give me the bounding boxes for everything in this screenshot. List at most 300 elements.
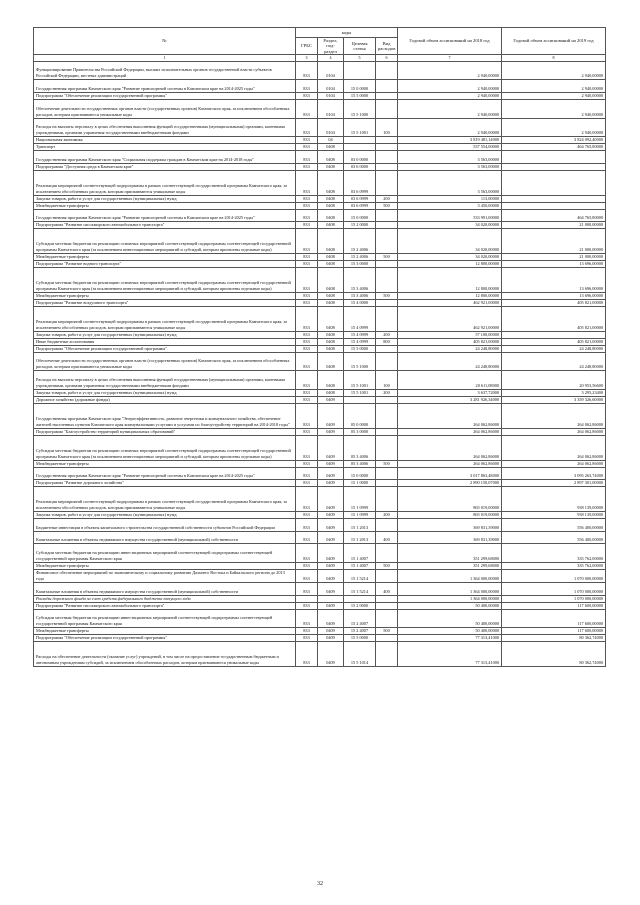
index-row: 1 3 4 5 6 7 8 [34, 55, 606, 62]
cell-b: 3 095 263,74000 [502, 467, 606, 480]
cell-s: 0104 [318, 92, 344, 99]
cell-b: 1 070 000,00000 [502, 595, 606, 602]
cell-s: 0104 [318, 80, 344, 93]
cell-b: 264 062,86000 [502, 460, 606, 467]
cell-s: 0409 [318, 512, 344, 519]
table-row [34, 202, 606, 209]
cell-b: 80 362,74000 [502, 642, 606, 667]
table-row [34, 397, 606, 404]
cell-g: 833 [296, 371, 318, 390]
cell-a: 2 890 150,07000 [398, 480, 502, 487]
cell-b: 24 248,80000 [502, 345, 606, 352]
cell-s: 0409 [318, 404, 344, 429]
cell-v: 500 [376, 254, 398, 261]
cell-g: 833 [296, 512, 318, 519]
table-row [34, 428, 606, 435]
table-row [34, 209, 606, 222]
cell-n: Обеспечение деятельности государственных органов власти (государственных органов) Камчатского края, за исключением обособленных расходов, которым присваиваются уникальные коды [34, 352, 296, 371]
cell-t: 15 1 2013 [344, 531, 376, 544]
cell-s: 0408 [318, 371, 344, 390]
cell-b: 80 362,74000 [502, 635, 606, 642]
cell-g: 833 [296, 397, 318, 404]
cell-v [376, 209, 398, 222]
cell-s: 0408 [318, 345, 344, 352]
cell-g: 833 [296, 628, 318, 635]
cell-a: 24 248,80000 [398, 352, 502, 371]
cell-n: Субсидии местным бюджетам на реализацию инвестиционных мероприятий соответствующей подпрограммы соответствующей государственной программы Камчатского края [34, 609, 296, 628]
col-header-no: № [34, 28, 296, 55]
cell-v: 500 [376, 202, 398, 209]
cell-a: 1 364 000,00000 [398, 595, 502, 602]
cell-t: 05 3 0000 [344, 428, 376, 435]
cell-g: 833 [296, 480, 318, 487]
cell-t: 05 3 4006 [344, 460, 376, 467]
cell-n: Иные бюджетные ассигнования [34, 338, 296, 345]
table-row [34, 371, 606, 390]
cell-b: 3 295,23400 [502, 390, 606, 397]
cell-g: 833 [296, 195, 318, 202]
cell-n: Реализация мероприятий соответствующей подпрограммы в рамках соответствующей государственной программы Камчатского края, за исключением обособленных расходов, которым присваиваются уникальные коды [34, 487, 296, 512]
table-row [34, 118, 606, 137]
cell-n: Дорожное хозяйство (дорожные фонды) [34, 397, 296, 404]
cell-s: 0408 [318, 254, 344, 261]
table-row [34, 569, 606, 582]
cell-a: 264 062,86000 [398, 435, 502, 460]
cell-g: 833 [296, 202, 318, 209]
cell-v: 200 [376, 512, 398, 519]
col-header-codes: коды [296, 28, 398, 38]
cell-s: 0409 [318, 602, 344, 609]
cell-s: 0409 [318, 583, 344, 596]
cell-v [376, 151, 398, 164]
cell-n: Субсидии местным бюджетам на реализацию основных мероприятий соответствующей подпрограммы соответствующей государственной программы Камчатского края (за исключением инвестиционных мероприятий и субсидий, которым присвоены отдельные коды) [34, 229, 296, 254]
cell-s: 0408 [318, 209, 344, 222]
cell-n: Расходы дорожного фонда за счет средств федерального бюджета текущего года [34, 595, 296, 602]
table-row [34, 261, 606, 268]
cell-a: 369 831,39000 [398, 519, 502, 532]
cell-n: Межбюджетные трансферты [34, 628, 296, 635]
cell-v [376, 480, 398, 487]
cell-g: 833 [296, 100, 318, 119]
cell-g: 833 [296, 467, 318, 480]
cell-g: 833 [296, 609, 318, 628]
cell-s: 0409 [318, 628, 344, 635]
cell-v [376, 397, 398, 404]
cell-v: 200 [376, 331, 398, 338]
cell-v [376, 144, 398, 151]
cell-n: Межбюджетные трансферты [34, 292, 296, 299]
table-row [34, 163, 606, 170]
cell-s: 0408 [318, 307, 344, 332]
cell-g: 833 [296, 544, 318, 563]
cell-v [376, 544, 398, 563]
cell-n: Обеспечение деятельности государственных органов власти (государственных органов) Камчатского края, за исключением обособленных расходов, которым присваиваются уникальные коды [34, 100, 296, 119]
col-header-target: Целевая статья [344, 38, 376, 55]
cell-n: Закупка товаров, работ и услуг для государственных (муниципальных) нужд [34, 195, 296, 202]
cell-g: 833 [296, 307, 318, 332]
cell-v: 400 [376, 583, 398, 596]
cell-s: 0408 [318, 390, 344, 397]
table-row [34, 100, 606, 119]
cell-b: 117 600,00000 [502, 628, 606, 635]
cell-b: 1 070 000,00000 [502, 583, 606, 596]
cell-n: Подпрограмма "Благоустройство территорий муниципальных образований" [34, 428, 296, 435]
cell-b: 264 062,86000 [502, 428, 606, 435]
cell-v [376, 487, 398, 512]
cell-a: 462 921,00000 [398, 299, 502, 306]
cell-b: 264 062,86000 [502, 404, 606, 429]
budget-table [33, 27, 606, 667]
cell-n: Реализация мероприятий соответствующей подпрограммы в рамках соответствующей государственной программы Камчатского края, за исключением обособленных расходов, которым присваиваются уникальные коды [34, 171, 296, 196]
cell-g: 833 [296, 338, 318, 345]
cell-s: 0409 [318, 428, 344, 435]
table-row [34, 562, 606, 569]
cell-a: 2 940,00000 [398, 80, 502, 93]
cell-g: 833 [296, 268, 318, 293]
cell-v: 200 [376, 390, 398, 397]
cell-g: 833 [296, 404, 318, 429]
cell-t: 15 1 2013 [344, 519, 376, 532]
cell-t: 15 5 1000 [344, 100, 376, 119]
table-row [34, 460, 606, 467]
cell-s: 0409 [318, 460, 344, 467]
cell-n: Подпрограмма "Развитие дорожного хозяйства" [34, 480, 296, 487]
cell-b: 556 400,00000 [502, 519, 606, 532]
cell-v [376, 137, 398, 144]
table-row [34, 268, 606, 293]
cell-b: 938 139,00000 [502, 487, 606, 512]
cell-v: 500 [376, 460, 398, 467]
cell-b: 13 696,00000 [502, 261, 606, 268]
cell-n: Капитальные вложения в объекты недвижимого имущества государственной (муниципальной) собственности [34, 531, 296, 544]
cell-b [502, 195, 606, 202]
cell-n: Подпрограмма "Обеспечение реализации государственной программы" [34, 635, 296, 642]
cell-b: 3 359 326,60000 [502, 397, 606, 404]
cell-b: 13 696,00000 [502, 268, 606, 293]
cell-a: 2 940,00000 [398, 92, 502, 99]
cell-t: 15 5 1001 [344, 390, 376, 397]
cell-a: 3 281 926,34000 [398, 397, 502, 404]
cell-s: 0409 [318, 480, 344, 487]
cell-v [376, 602, 398, 609]
cell-a: 34 020,00000 [398, 222, 502, 229]
cell-s: 0408 [318, 171, 344, 196]
cell-b: 464 765,80000 [502, 144, 606, 151]
cell-s: 04 [318, 137, 344, 144]
cell-v [376, 569, 398, 582]
cell-b: 2 940,00000 [502, 118, 606, 137]
cell-t [344, 595, 376, 602]
cell-s: 0408 [318, 195, 344, 202]
cell-t: 15 2 4007 [344, 609, 376, 628]
cell-t: 15 3 0000 [344, 261, 376, 268]
cell-v [376, 261, 398, 268]
cell-v [376, 80, 398, 93]
cell-g: 833 [296, 299, 318, 306]
cell-s: 0408 [318, 163, 344, 170]
cell-n: Расходы на выплаты персоналу в целях обеспечения выполнения функций государственными (муниципальными) органами, казенными учреждениями, органами управления государственными внебюджетными фондами [34, 371, 296, 390]
cell-t: 15 1 5214 [344, 569, 376, 582]
cell-n: Подпрограмма "Развитие пассажирского автомобильного транспорта" [34, 602, 296, 609]
cell-t: 15 0 0000 [344, 209, 376, 222]
cell-a: 50 400,00000 [398, 602, 502, 609]
cell-t: 15 5 0000 [344, 92, 376, 99]
cell-s: 0409 [318, 531, 344, 544]
cell-a: 2 940,00000 [398, 100, 502, 119]
cell-n: Подпрограмма "Обеспечение реализации государственной программы" [34, 92, 296, 99]
cell-s: 0408 [318, 151, 344, 164]
cell-n: Функционирование Правительства Российской Федерации, высших исполнительных органов государственной власти субъектов Российской Федерации, местных администраций [34, 61, 296, 80]
cell-v [376, 229, 398, 254]
cell-b: 2 897 301,00000 [502, 480, 606, 487]
cell-n: Субсидии местным бюджетам на реализацию основных мероприятий соответствующей подпрограммы соответствующей государственной программы Камчатского края (за исключением инвестиционных мероприятий и субсидий, которым присвоены отдельные коды) [34, 268, 296, 293]
table-row [34, 345, 606, 352]
cell-g: 833 [296, 80, 318, 93]
cell-s [318, 595, 344, 602]
cell-g: 833 [296, 144, 318, 151]
table-row [34, 487, 606, 512]
cell-v [376, 171, 398, 196]
cell-v: 500 [376, 292, 398, 299]
cell-t: 15 5 1001 [344, 118, 376, 137]
cell-s: 0104 [318, 100, 344, 119]
cell-s: 0408 [318, 352, 344, 371]
cell-b: 117 600,00000 [502, 609, 606, 628]
cell-a: 34 020,00000 [398, 229, 502, 254]
cell-a: 12 800,00000 [398, 268, 502, 293]
cell-a: 3 563,00000 [398, 171, 502, 196]
cell-t: 15 2 0000 [344, 222, 376, 229]
cell-g: 833 [296, 331, 318, 338]
cell-t: 15 0 0000 [344, 80, 376, 93]
cell-a: 50 400,00000 [398, 628, 502, 635]
cell-n: Капитальные вложения в объекты недвижимого имущества государственной (муниципальной) собственности [34, 583, 296, 596]
cell-g [296, 595, 318, 602]
cell-n: Реализация мероприятий соответствующей подпрограммы в рамках соответствующей государственной программы Камчатского края, за исключением обособленных расходов, которым присваиваются уникальные коды [34, 307, 296, 332]
cell-s: 0408 [318, 202, 344, 209]
cell-a: 12 800,00000 [398, 261, 502, 268]
table-row [34, 195, 606, 202]
cell-b: 464 765,80000 [502, 209, 606, 222]
cell-t: 03 0 0000 [344, 151, 376, 164]
cell-g: 833 [296, 642, 318, 667]
cell-v [376, 404, 398, 429]
col-header-2018: Годовой объем ассигнований на 2018 год [398, 28, 502, 55]
cell-t: 15 5 0000 [344, 635, 376, 642]
cell-g: 833 [296, 292, 318, 299]
table-row [34, 480, 606, 487]
cell-n: Государственная программа Камчатского края "Развитие транспортной системы в Камчатском крае на 2014-2025 годы" [34, 80, 296, 93]
table-row [34, 137, 606, 144]
cell-v [376, 307, 398, 332]
cell-v [376, 635, 398, 642]
cell-v [376, 467, 398, 480]
cell-a: 77 313,41000 [398, 635, 502, 642]
cell-a: 462 921,00000 [398, 307, 502, 332]
cell-b [502, 171, 606, 196]
table-row [34, 292, 606, 299]
cell-s: 0408 [318, 292, 344, 299]
cell-a: 12 800,00000 [398, 292, 502, 299]
cell-b: 21 000,00000 [502, 254, 606, 261]
cell-v [376, 100, 398, 119]
cell-v [376, 352, 398, 371]
cell-t: 03 6 0999 [344, 171, 376, 196]
cell-t: 15 4 0999 [344, 331, 376, 338]
cell-s: 0409 [318, 635, 344, 642]
cell-s: 0408 [318, 338, 344, 345]
cell-t: 15 1 0000 [344, 480, 376, 487]
cell-t: 15 4 0999 [344, 307, 376, 332]
cell-n: Межбюджетные трансферты [34, 460, 296, 467]
cell-g: 833 [296, 428, 318, 435]
cell-g: 833 [296, 118, 318, 137]
cell-v [376, 222, 398, 229]
cell-s: 0409 [318, 435, 344, 460]
cell-n: Подпрограмма "Развитие водного транспорта" [34, 261, 296, 268]
cell-b [502, 331, 606, 338]
cell-v: 100 [376, 371, 398, 390]
cell-t: 15 5 1001 [344, 371, 376, 390]
cell-s: 0409 [318, 487, 344, 512]
cell-t: 03 6 0999 [344, 195, 376, 202]
cell-t: 15 5 1014 [344, 642, 376, 667]
cell-n: Подпрограмма "Развитие пассажирского автомобильного транспорта" [34, 222, 296, 229]
table-row [34, 299, 606, 306]
cell-a: 405 821,00000 [398, 338, 502, 345]
cell-s: 0408 [318, 222, 344, 229]
cell-s: 0409 [318, 569, 344, 582]
cell-s: 0408 [318, 299, 344, 306]
cell-a: 57 100,00000 [398, 331, 502, 338]
cell-g: 833 [296, 519, 318, 532]
cell-v [376, 519, 398, 532]
cell-t [344, 397, 376, 404]
cell-b: 13 696,00000 [502, 292, 606, 299]
cell-b: 2 940,00000 [502, 92, 606, 99]
table-row [34, 595, 606, 602]
cell-g: 833 [296, 209, 318, 222]
cell-s: 0409 [318, 544, 344, 563]
table-row [34, 307, 606, 332]
cell-g: 833 [296, 460, 318, 467]
cell-v [376, 92, 398, 99]
table-row [34, 467, 606, 480]
cell-n: Расходы на выплаты персоналу в целях обеспечения выполнения функций государственными (муниципальными) органами, казенными учреждениями, органами управления государственными внебюджетными фондами [34, 118, 296, 137]
cell-n: Межбюджетные трансферты [34, 562, 296, 569]
cell-b: 3 824 092,40000 [502, 137, 606, 144]
cell-a: 533 991,00000 [398, 209, 502, 222]
cell-v [376, 428, 398, 435]
table-row [34, 531, 606, 544]
cell-t: 05 3 4006 [344, 435, 376, 460]
cell-a: 77 313,41000 [398, 642, 502, 667]
cell-g: 833 [296, 171, 318, 196]
cell-v: 200 [376, 195, 398, 202]
cell-n: Субсидии местным бюджетам на реализацию инвестиционных мероприятий соответствующей подпрограммы соответствующей государственной программы Камчатского края [34, 544, 296, 563]
cell-v: 100 [376, 118, 398, 137]
table-row [34, 171, 606, 196]
cell-n: Транспорт [34, 144, 296, 151]
cell-t: 15 2 4007 [344, 628, 376, 635]
cell-b: 2 940,00000 [502, 61, 606, 80]
cell-s: 0104 [318, 61, 344, 80]
cell-a: 264 062,86000 [398, 404, 502, 429]
cell-b: 938 139,00000 [502, 512, 606, 519]
cell-v [376, 163, 398, 170]
table-row [34, 144, 606, 151]
cell-b [502, 151, 606, 164]
cell-t: 03 6 0000 [344, 163, 376, 170]
cell-n: Национальная экономика [34, 137, 296, 144]
cell-t [344, 137, 376, 144]
table-row [34, 583, 606, 596]
cell-g: 833 [296, 345, 318, 352]
cell-n: Подпрограмма "Доступная среда в Камчатском крае" [34, 163, 296, 170]
cell-g: 833 [296, 61, 318, 80]
cell-b: 117 600,00000 [502, 602, 606, 609]
cell-s: 0409 [318, 467, 344, 480]
cell-b: 556 400,00000 [502, 531, 606, 544]
cell-a: 2 940,00000 [398, 118, 502, 137]
cell-b: 20 953,56600 [502, 371, 606, 390]
page-number: 32 [317, 881, 323, 887]
cell-b: 21 000,00000 [502, 222, 606, 229]
cell-v [376, 435, 398, 460]
cell-n: Расходы на обеспечение деятельности (оказание услуг) учреждений, в том числе на предоставление государственным бюджетным и автономным учреждениям субсидий, за исключением обособленных расходов, которым присваиваются уникальные коды [34, 642, 296, 667]
cell-s: 0408 [318, 261, 344, 268]
cell-n: Бюджетные инвестиции в объекты капитального строительства государственной собственности субъектов Российской Федерации [34, 519, 296, 532]
cell-g: 833 [296, 352, 318, 371]
cell-t: 15 4 0000 [344, 299, 376, 306]
cell-t: 15 5 1000 [344, 352, 376, 371]
cell-b: 405 821,00000 [502, 307, 606, 332]
table-row [34, 544, 606, 563]
cell-v [376, 345, 398, 352]
cell-a: 20 611,08000 [398, 371, 502, 390]
cell-b: 405 821,00000 [502, 299, 606, 306]
cell-n: Субсидии местным бюджетам на реализацию основных мероприятий соответствующей подпрограммы соответствующей государственной программы Камчатского края (за исключением инвестиционных мероприятий и субсидий, которым присвоены отдельные коды) [34, 435, 296, 460]
table-row [34, 222, 606, 229]
cell-a: 865 019,00000 [398, 512, 502, 519]
cell-t: 15 1 0999 [344, 512, 376, 519]
cell-a: 1 364 000,00000 [398, 569, 502, 582]
cell-a: 3 563,00000 [398, 163, 502, 170]
cell-b: 335 762,00000 [502, 562, 606, 569]
table-row [34, 602, 606, 609]
cell-v [376, 642, 398, 667]
col-header-exptype: Вид расходов [376, 38, 398, 55]
table-row [34, 435, 606, 460]
cell-v [376, 595, 398, 602]
cell-a: 865 019,00000 [398, 487, 502, 512]
cell-s: 0409 [318, 609, 344, 628]
cell-a: 24 248,80000 [398, 345, 502, 352]
table-row [34, 331, 606, 338]
cell-a: 369 831,39000 [398, 531, 502, 544]
cell-a: 50 400,00000 [398, 609, 502, 628]
col-header-section: Раздел, под-раздел [318, 38, 344, 55]
cell-a: 3 637,72000 [398, 390, 502, 397]
cell-g: 833 [296, 531, 318, 544]
cell-t: 15 3 4006 [344, 268, 376, 293]
cell-v [376, 61, 398, 80]
cell-t: 15 0 0000 [344, 467, 376, 480]
table-row [34, 80, 606, 93]
cell-g: 833 [296, 635, 318, 642]
cell-g: 833 [296, 163, 318, 170]
cell-n: Государственная программа Камчатского края "Социальная поддержка граждан в Камчатском крае на 2014-2018 годы" [34, 151, 296, 164]
